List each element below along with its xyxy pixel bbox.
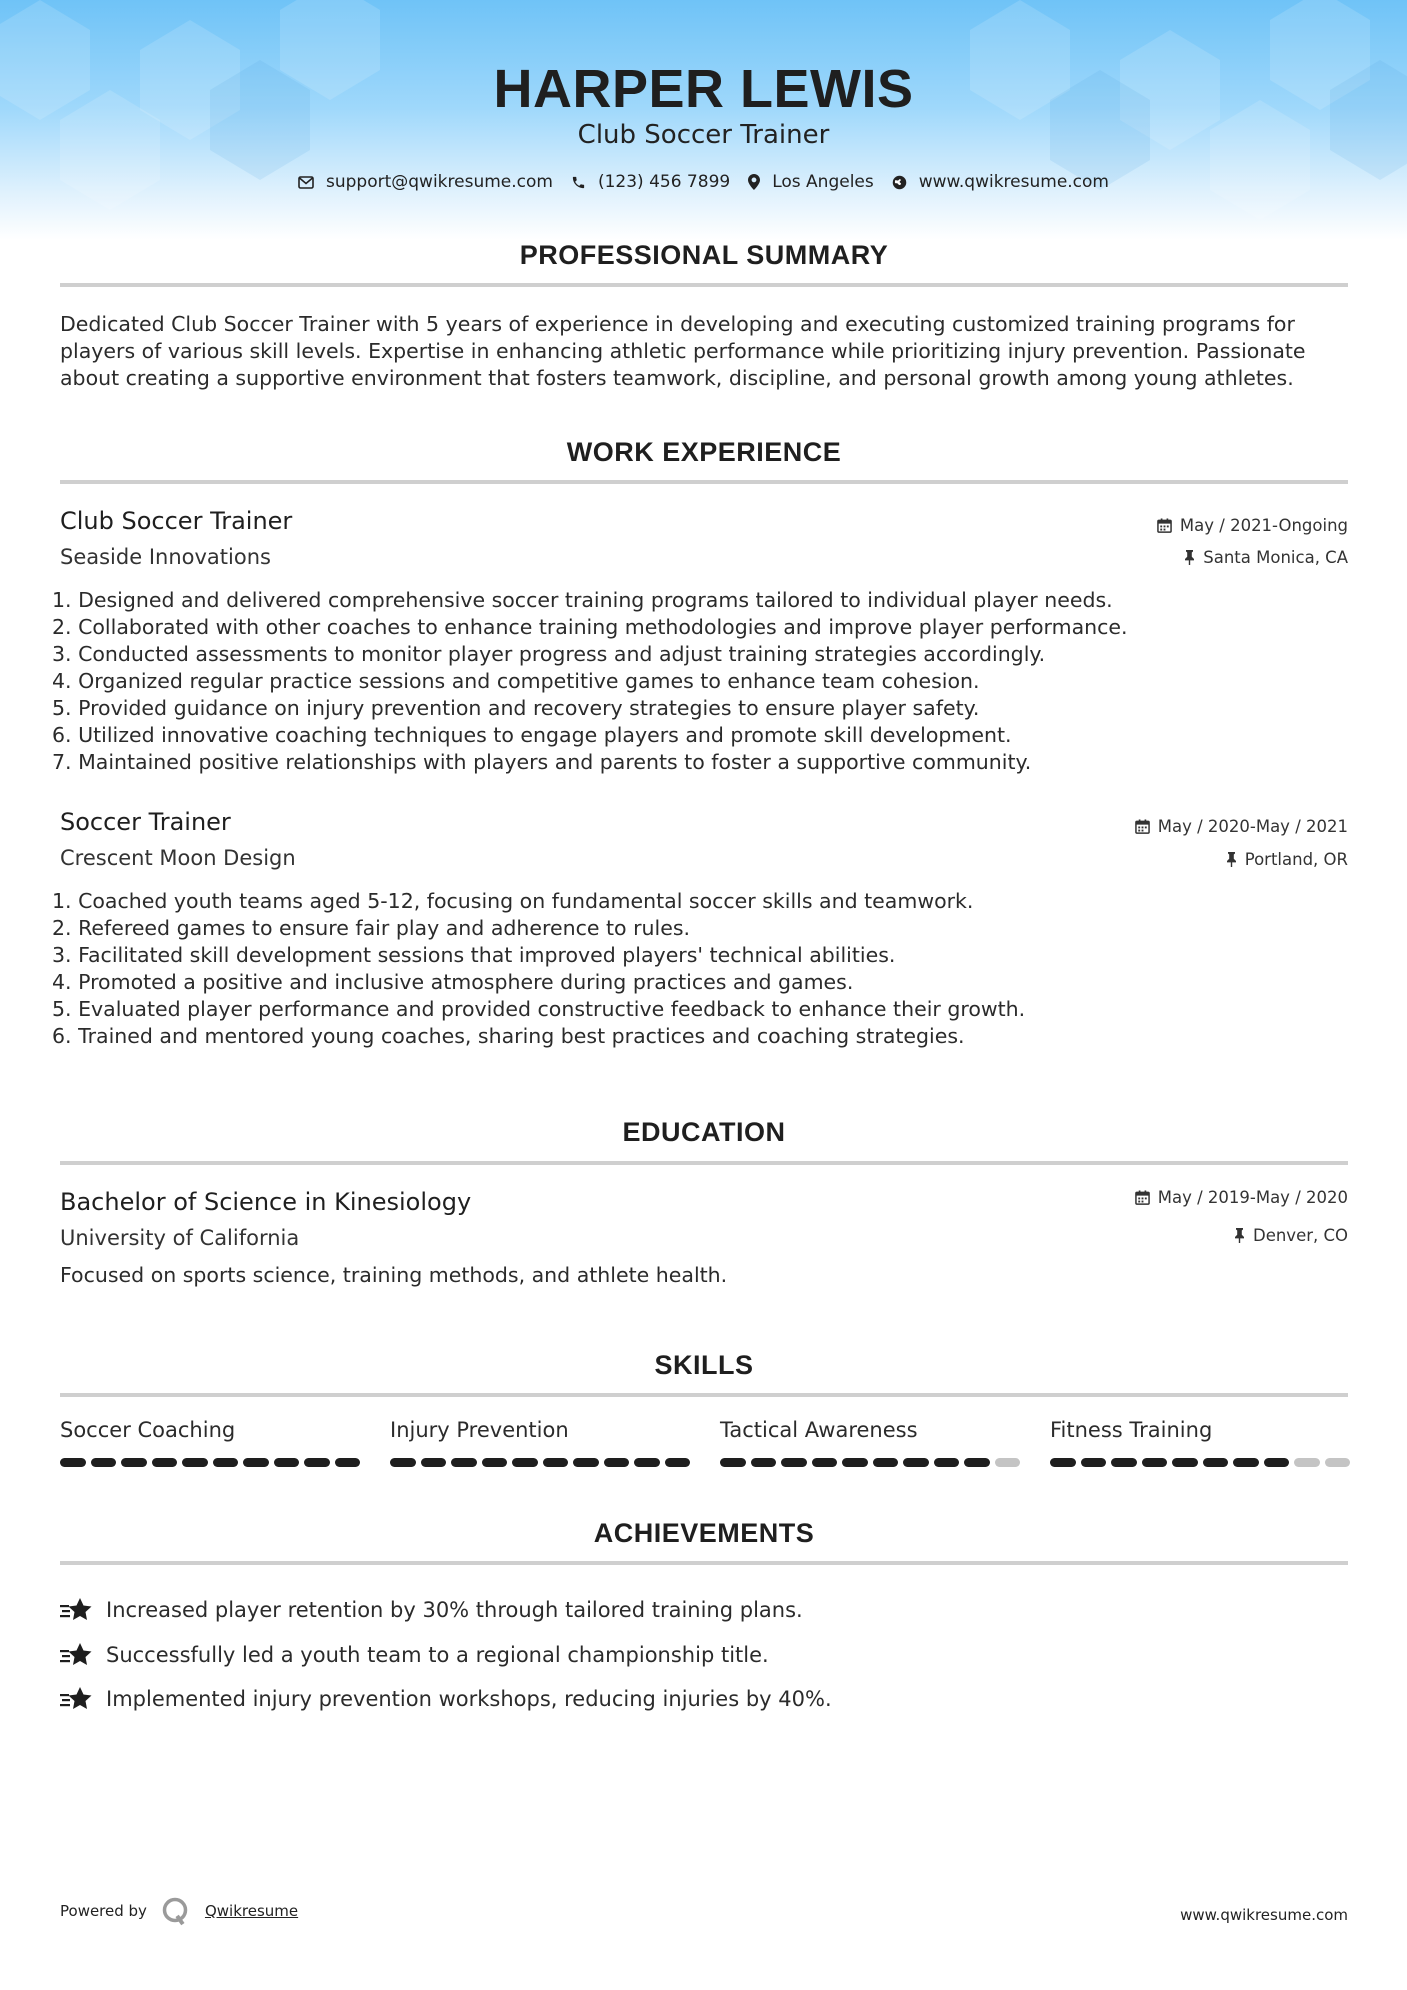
skill-segment-filled <box>335 1458 361 1467</box>
education-dates-text: May / 2019-May / 2020 <box>1157 1188 1348 1207</box>
skill-segment-filled <box>604 1458 630 1467</box>
candidate-role: Club Soccer Trainer <box>577 120 830 150</box>
list-item: 5. Evaluated player performance and provided constructive feedback to enhance their growth. <box>52 997 1026 1021</box>
degree-title: Bachelor of Science in Kinesiology <box>60 1188 472 1216</box>
skill-segment-filled <box>182 1458 208 1467</box>
skill-segment-filled <box>1172 1458 1198 1467</box>
contact-location <box>748 172 874 192</box>
powered-by-label: Powered by <box>60 1902 147 1920</box>
skill-segment-empty <box>1294 1458 1320 1467</box>
skill-segment-filled <box>720 1458 746 1467</box>
location-text: Los Angeles <box>772 172 874 192</box>
skill-item <box>60 1418 360 1467</box>
education-location <box>1234 1226 1348 1245</box>
skills-heading: SKILLS <box>654 1350 754 1380</box>
skill-segment-filled <box>934 1458 960 1467</box>
list-item: 4. Organized regular practice sessions and competitive games to enhance team cohesion. <box>52 669 980 693</box>
skill-item <box>720 1418 1020 1467</box>
map-pin-icon <box>748 174 760 190</box>
skill-segment-filled <box>634 1458 660 1467</box>
skill-segment-filled <box>751 1458 777 1467</box>
pushpin-icon <box>1234 1228 1245 1243</box>
skill-name: Soccer Coaching <box>60 1418 236 1442</box>
school-name: University of California <box>60 1226 300 1250</box>
list-item: 6. Utilized innovative coaching techniques to engage players and promote skill development. <box>52 723 1012 747</box>
skill-segment-filled <box>243 1458 269 1467</box>
skills-list <box>60 1418 1350 1467</box>
achievement-text: Successfully led a youth team to a regional championship title. <box>106 1642 769 1667</box>
experience-divider <box>60 480 1348 484</box>
skill-segment-filled <box>1203 1458 1229 1467</box>
qwikresume-link[interactable]: Qwikresume <box>204 1902 299 1920</box>
skill-segment-filled <box>274 1458 300 1467</box>
skill-segment-filled <box>390 1458 416 1467</box>
skill-segment-filled <box>1081 1458 1107 1467</box>
skill-segment-filled <box>60 1458 86 1467</box>
education-location-text: Denver, CO <box>1252 1226 1348 1245</box>
list-item: 5. Provided guidance on injury prevention and recovery strategies to ensure player safety. <box>52 696 980 720</box>
skill-rating-bar <box>60 1458 360 1467</box>
experience-heading: WORK EXPERIENCE <box>566 437 842 467</box>
job-title: Soccer Trainer <box>60 808 231 836</box>
achievements-divider <box>60 1561 1348 1565</box>
skill-segment-filled <box>573 1458 599 1467</box>
skill-segment-filled <box>842 1458 868 1467</box>
calendar-icon <box>1135 819 1150 834</box>
footer-website[interactable]: www.qwikresume.com <box>1180 1906 1348 1924</box>
list-item <box>60 1588 1350 1633</box>
list-item: 7. Maintained positive relationships with players and parents to foster a supportive community. <box>52 750 1032 774</box>
skill-segment-filled <box>421 1458 447 1467</box>
skill-segment-empty <box>1325 1458 1351 1467</box>
education-description: Focused on sports science, training methods, and athlete health. <box>60 1263 728 1287</box>
skill-segment-filled <box>1264 1458 1290 1467</box>
skill-segment-filled <box>512 1458 538 1467</box>
list-item <box>60 1677 1350 1722</box>
phone-text: (123) 456 7899 <box>597 172 731 192</box>
list-item: 2. Refereed games to ensure fair play and adherence to rules. <box>52 916 691 940</box>
skill-segment-filled <box>304 1458 330 1467</box>
summary-heading: PROFESSIONAL SUMMARY <box>519 240 889 270</box>
skill-item <box>1050 1418 1350 1467</box>
calendar-icon <box>1135 1190 1150 1205</box>
skill-name: Fitness Training <box>1050 1418 1213 1442</box>
contact-website[interactable] <box>892 172 1109 192</box>
skill-segment-filled <box>451 1458 477 1467</box>
envelope-icon <box>298 176 314 189</box>
skill-segment-filled <box>152 1458 178 1467</box>
skill-segment-filled <box>781 1458 807 1467</box>
skill-segment-filled <box>665 1458 691 1467</box>
skill-segment-filled <box>91 1458 117 1467</box>
list-item: 1. Designed and delivered comprehensive soccer training programs tailored to individual player needs. <box>52 588 1113 612</box>
skill-segment-empty <box>995 1458 1021 1467</box>
job-title: Club Soccer Trainer <box>60 507 293 535</box>
summary-divider <box>60 283 1348 287</box>
globe-icon <box>892 175 907 190</box>
footer-powered-by <box>60 1896 298 1926</box>
job-dates <box>1135 817 1348 836</box>
job-dates-text: May / 2021-Ongoing <box>1179 516 1348 535</box>
skill-segment-filled <box>1233 1458 1259 1467</box>
skill-rating-bar <box>390 1458 690 1467</box>
pushpin-icon <box>1226 852 1237 867</box>
list-item: 4. Promoted a positive and inclusive atmosphere during practices and games. <box>52 970 854 994</box>
achievement-text: Implemented injury prevention workshops, reducing injuries by 40%. <box>106 1687 832 1712</box>
job-location <box>1184 548 1348 567</box>
job-company: Crescent Moon Design <box>60 846 296 870</box>
shooting-star-icon <box>60 1685 94 1713</box>
skill-segment-filled <box>543 1458 569 1467</box>
skill-segment-filled <box>1111 1458 1137 1467</box>
skill-rating-bar <box>720 1458 1020 1467</box>
education-dates <box>1135 1188 1348 1207</box>
calendar-icon <box>1157 518 1172 533</box>
list-item: 1. Coached youth teams aged 5-12, focusing on fundamental soccer skills and teamwork. <box>52 889 974 913</box>
skill-segment-filled <box>1050 1458 1076 1467</box>
skill-segment-filled <box>903 1458 929 1467</box>
achievements-heading: ACHIEVEMENTS <box>593 1518 815 1548</box>
shooting-star-icon <box>60 1596 94 1624</box>
job-bullets <box>52 587 1352 776</box>
list-item: 3. Conducted assessments to monitor player progress and adjust training strategies accordingly. <box>52 642 1046 666</box>
email-text: support@qwikresume.com <box>326 172 553 192</box>
pushpin-icon <box>1184 550 1195 565</box>
shooting-star-icon <box>60 1641 94 1669</box>
contact-email[interactable] <box>298 172 553 192</box>
job-bullets <box>52 888 1352 1050</box>
skill-segment-filled <box>964 1458 990 1467</box>
job-company: Seaside Innovations <box>60 545 271 569</box>
skill-segment-filled <box>482 1458 508 1467</box>
phone-icon <box>571 175 586 190</box>
job-location-text: Portland, OR <box>1244 850 1348 869</box>
qwikresume-logo-icon <box>161 1896 191 1926</box>
achievement-text: Increased player retention by 30% through tailored training plans. <box>106 1598 803 1623</box>
list-item: 6. Trained and mentored young coaches, sharing best practices and coaching strategies. <box>52 1024 965 1048</box>
candidate-name: HARPER LEWIS <box>493 59 914 119</box>
job-dates-text: May / 2020-May / 2021 <box>1157 817 1348 836</box>
contact-phone[interactable] <box>571 172 730 192</box>
skill-item <box>390 1418 690 1467</box>
skill-segment-filled <box>873 1458 899 1467</box>
skill-name: Tactical Awareness <box>720 1418 918 1442</box>
list-item <box>60 1633 1350 1678</box>
job-location <box>1226 850 1348 869</box>
list-item: 2. Collaborated with other coaches to enhance training methodologies and improve player performance. <box>52 615 1128 639</box>
skill-segment-filled <box>812 1458 838 1467</box>
skill-rating-bar <box>1050 1458 1350 1467</box>
website-text: www.qwikresume.com <box>918 172 1109 192</box>
education-heading: EDUCATION <box>622 1117 786 1147</box>
job-dates <box>1157 516 1348 535</box>
skill-segment-filled <box>213 1458 239 1467</box>
summary-text: Dedicated Club Soccer Trainer with 5 years of experience in developing and executing customized training programs for players of various skill levels. Expertise in enhancing athletic performance while prioritizing injury prevention. Passionate about creating a supportive environment that fosters teamwork, discipline, and personal growth among young athletes. <box>60 312 1306 390</box>
job-location-text: Santa Monica, CA <box>1203 548 1348 567</box>
skill-segment-filled <box>1142 1458 1168 1467</box>
skill-segment-filled <box>121 1458 147 1467</box>
contact-bar <box>0 172 1407 192</box>
skill-name: Injury Prevention <box>390 1418 569 1442</box>
achievements-list <box>60 1588 1350 1722</box>
education-divider <box>60 1161 1348 1165</box>
skills-divider <box>60 1393 1348 1397</box>
list-item: 3. Facilitated skill development sessions that improved players' technical abilities. <box>52 943 896 967</box>
